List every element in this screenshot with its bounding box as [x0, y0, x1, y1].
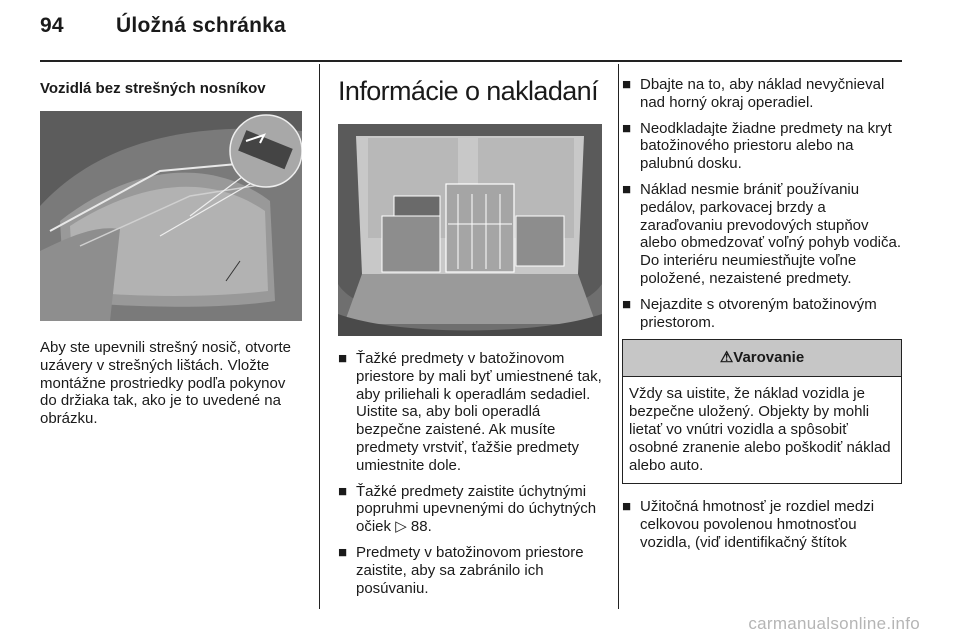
warning-icon: ⚠ [719, 349, 734, 367]
page-header [40, 14, 286, 38]
bullet-item: ■ Predmety v batožinovom priestore zaistite, aby sa zabránilo ich posúvaniu. [338, 543, 584, 597]
column-middle [338, 76, 602, 605]
bullet-item: ■ Náklad nesmie brániť používaniu pedálov, parkovacej brzdy a zaraďovaniu prevodových stupňov alebo obmedzovať voľný pohyb vodiča. Do interiéru neumiestňujte voľne položené, nezaistené predmety. [622, 180, 901, 287]
bullet-item: ■ Ťažké predmety zaistite úchytnými popruhmi upevnenými do úchytných očiek ▷ 88. [338, 482, 597, 536]
header-rule [40, 60, 902, 62]
loading-bullets-2 [622, 76, 902, 331]
loading-bullets-3 [622, 498, 902, 551]
bullet-item: ■ Užitočná hmotnosť je rozdiel medzi celkovou povolenou hmotnosťou vozidla, (viď identifikačný štítok [622, 498, 875, 551]
bullet-icon: ■ [338, 350, 348, 367]
section-title: Informácie o nakladaní [338, 76, 598, 106]
bullet-item: ■ Dbajte na to, aby náklad nevyčnieval nad horný okraj operadiel. [622, 76, 885, 111]
crossref-link[interactable]: 88. [410, 518, 432, 536]
bullet-item: ■ Nejazdite s otvoreným batožinovým priestorom. [622, 295, 877, 331]
bullet-icon: ■ [338, 482, 348, 500]
bullet-icon: ■ [622, 498, 632, 516]
watermark: carmanualsonline.info [748, 614, 920, 633]
bullet-item: ■ Ťažké predmety v batožinovom priestore by mali byť umiestnené tak, aby priliehali k operadlám sedadiel. Uistite sa, aby boli operadlá bezpečne zaistené. Ak musíte predmety vrstviť, ťažšie predmety umiestnite dole. [338, 350, 602, 474]
chapter-title: Úložná schránka [116, 14, 286, 37]
bullet-icon: ■ [622, 119, 632, 137]
crossref-arrow-icon: ▷ [395, 518, 407, 536]
warning-header [623, 340, 901, 377]
bullet-icon: ■ [622, 76, 632, 93]
loading-bullets-1 [338, 350, 602, 597]
column-divider-2 [618, 64, 619, 609]
roof-rail-illustration [40, 111, 302, 321]
section-subtitle: Vozidlá bez strešných nosníkov [40, 80, 266, 97]
warning-title: Varovanie [733, 349, 805, 367]
roof-rack-instructions: Aby ste upevnili strešný nosič, otvorte uzávery v strešných lištách. Vložte montážne prostriedky podľa pokynov do držiaka tak, ako je to uvedené na obrázku. [40, 339, 291, 428]
column-right [622, 76, 902, 560]
bullet-icon: ■ [622, 295, 632, 313]
bullet-item: ■ Neodkladajte žiadne predmety na kryt batožinového priestoru alebo na palubnú dosku. [622, 119, 892, 173]
column-divider-1 [319, 64, 320, 609]
bullet-icon: ■ [622, 180, 632, 198]
luggage-compartment-illustration [338, 124, 602, 336]
page-number: 94 [40, 14, 64, 37]
column-left [40, 80, 302, 428]
warning-text: Vždy sa uistite, že náklad vozidla je bezpečne uložený. Objekty by mohli lietať vo vnútri vozidla a spôsobiť osobné zranenie alebo poškodiť náklad alebo auto. [629, 385, 891, 474]
bullet-icon: ■ [338, 543, 348, 561]
warning-box [622, 339, 902, 484]
